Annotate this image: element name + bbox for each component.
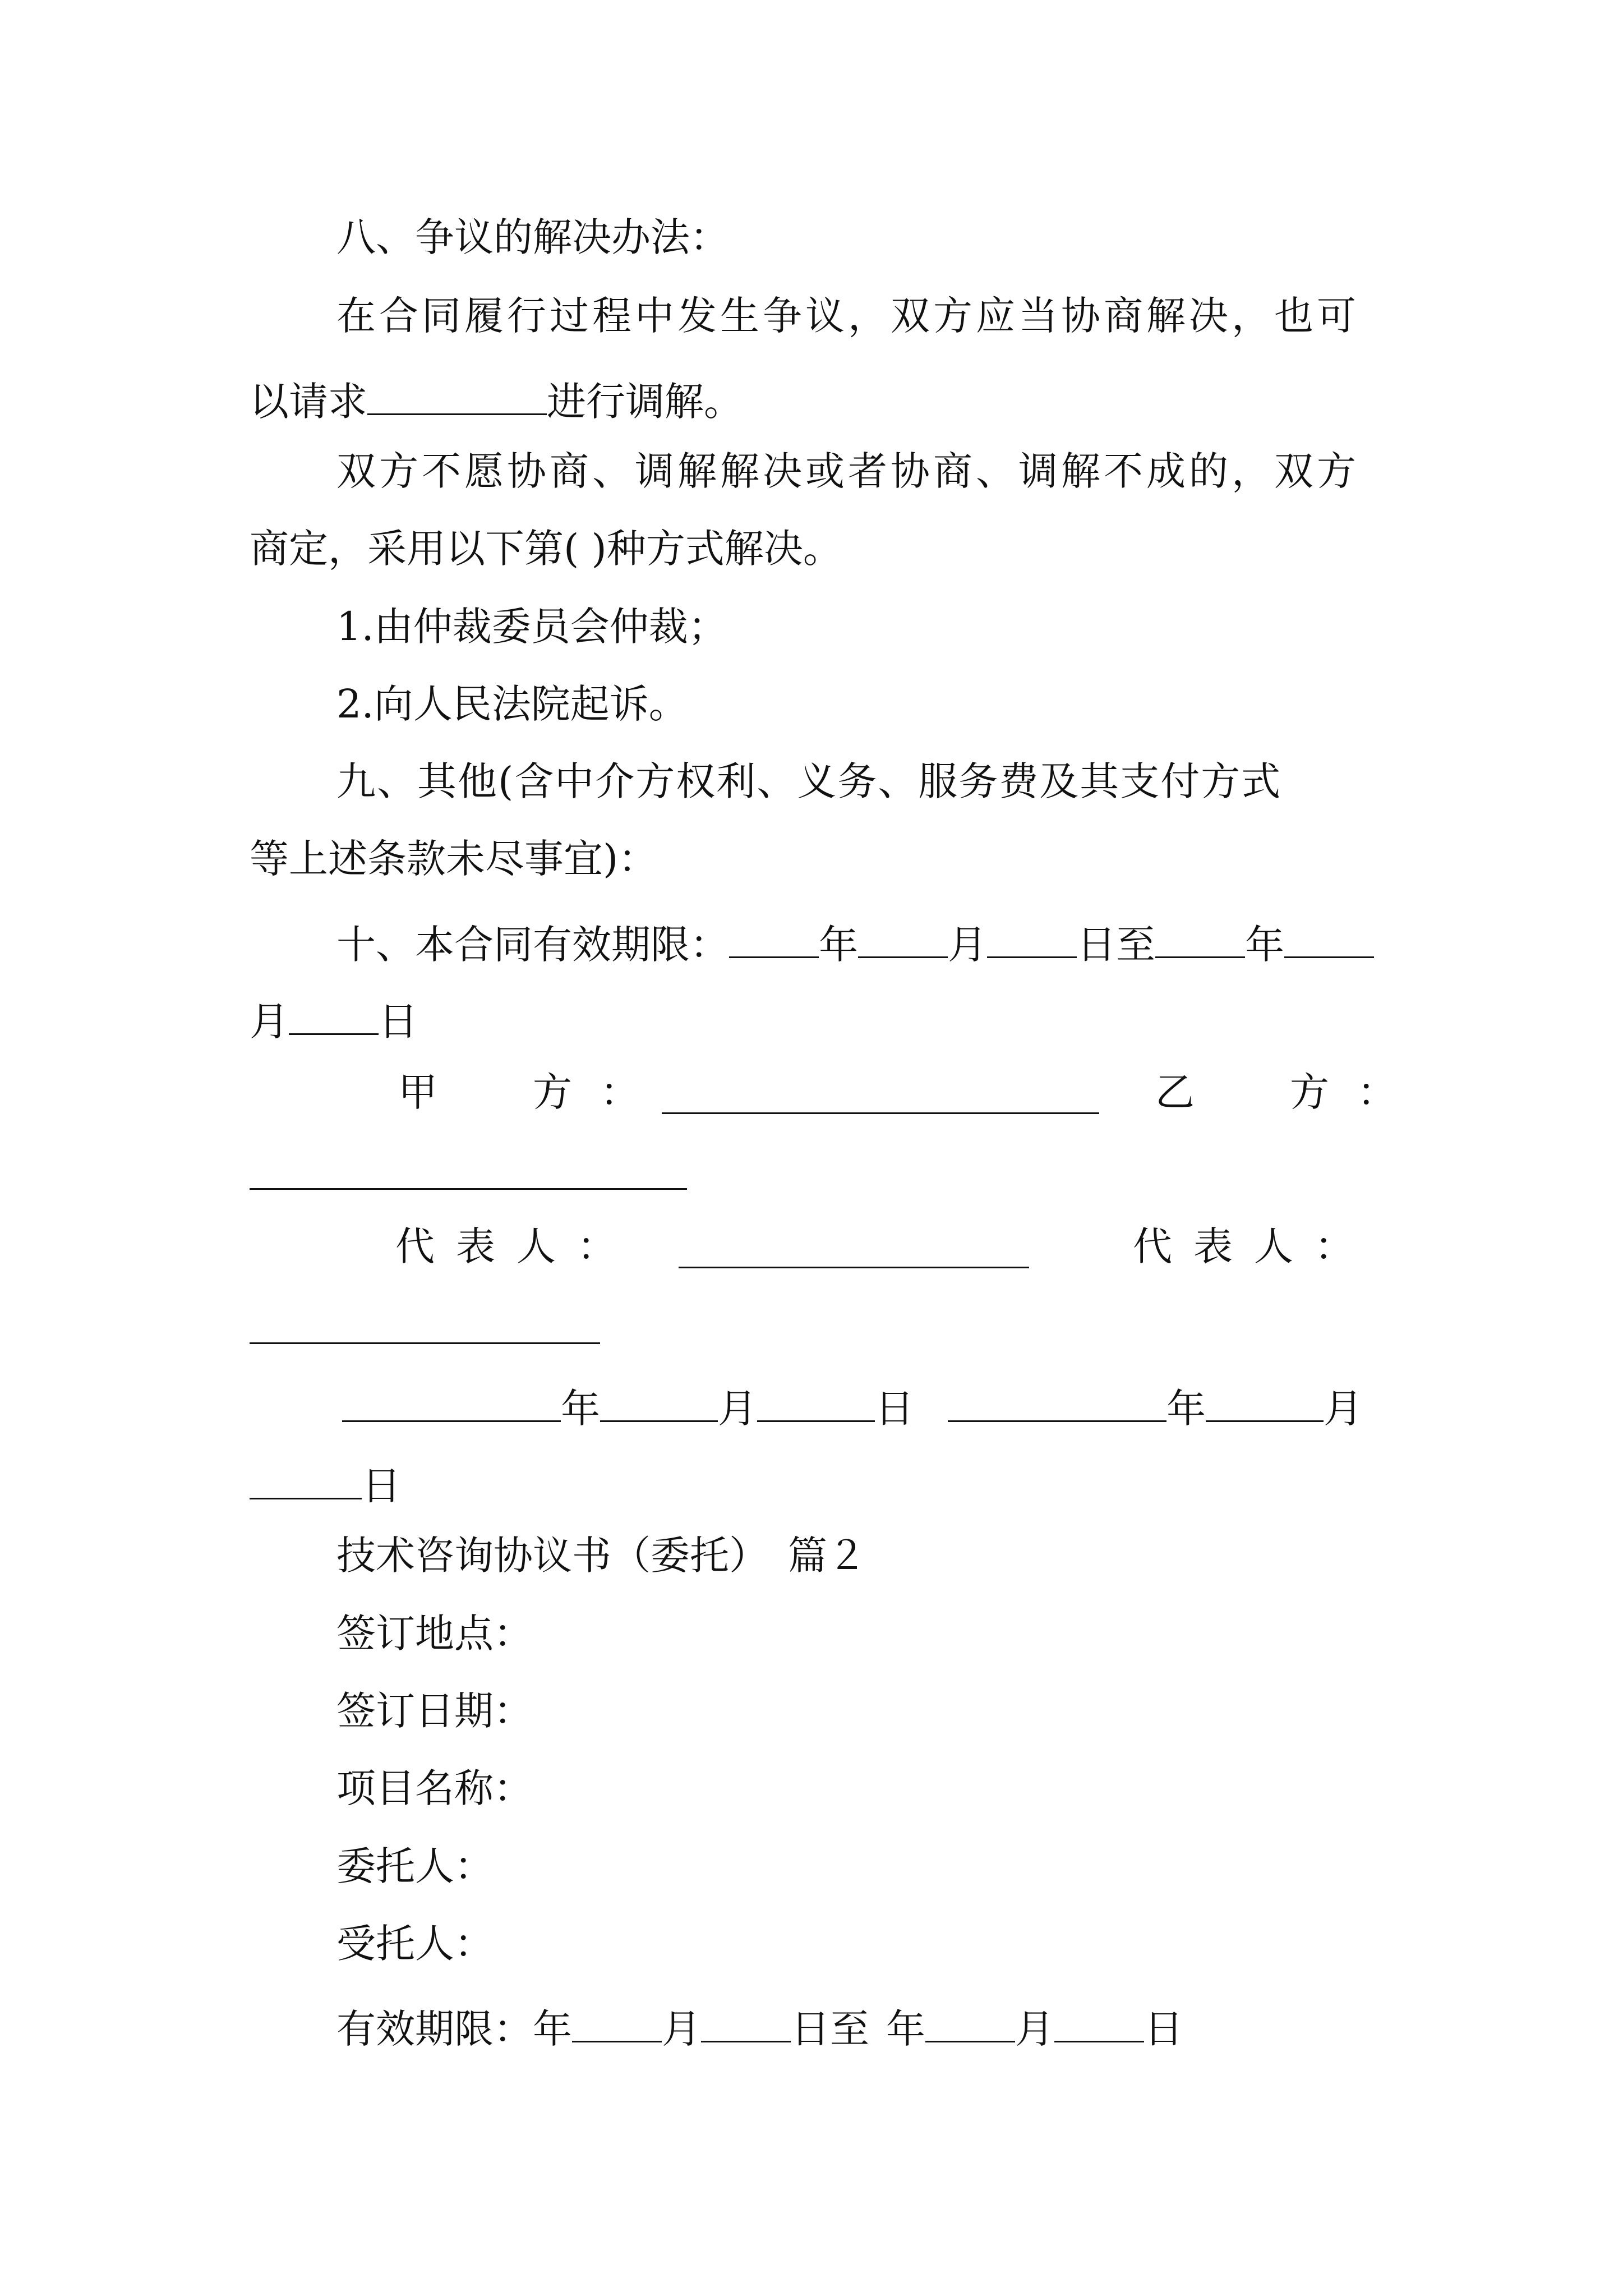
text-fragment: 年 [819, 922, 858, 968]
blank-sign-month-b [1206, 1381, 1324, 1422]
field-project-name: 项目名称： [336, 1765, 533, 1811]
part-2-title: 技术咨询协议书（委托） 篇２ [336, 1533, 866, 1579]
field-sign-date: 签订日期： [336, 1688, 533, 1734]
text-fragment: 日至 [791, 2006, 869, 2052]
blank-end-day [289, 994, 379, 1035]
blank-valid-start-month [572, 2001, 662, 2042]
text-fragment: 年 [561, 1386, 600, 1432]
party-a-blank [662, 1112, 1099, 1114]
party-b-label: 乙 方： [1155, 1069, 1424, 1115]
text-fragment: 以请求 [250, 379, 367, 425]
section-8-option-2: 2.向人民法院起诉。 [336, 681, 688, 727]
blank-end-month-part [1284, 917, 1374, 958]
text-fragment: 月 [1324, 1386, 1363, 1432]
section-8-paragraph-1-line-1: 在合同履行过程中发生争议，双方应当协商解决，也可 [336, 293, 1359, 339]
blank-start-year [729, 917, 819, 958]
blank-mediator [367, 373, 547, 415]
section-8-paragraph-1-line-2 [250, 373, 743, 425]
blank-valid-end-day [1054, 2001, 1144, 2042]
rep-b-blank [250, 1342, 600, 1344]
blank-start-day [987, 917, 1077, 958]
field-client: 委托人： [336, 1843, 494, 1889]
blank-valid-start-day [701, 2001, 791, 2042]
field-trustee: 受托人： [336, 1921, 494, 1967]
text-fragment: 十、本合同有效期限： [336, 922, 729, 968]
section-9-line-1: 九、其他(含中介方权利、义务、服务费及其支付方式 [336, 758, 1282, 804]
rep-b-label: 代表人： [1133, 1223, 1375, 1269]
section-8-heading: 八、争议的解决办法： [336, 214, 729, 260]
sign-date-row-2 [250, 1458, 401, 1509]
text-fragment: 有效期限： [336, 2006, 533, 2052]
section-9-line-2: 等上述条款未尽事宜)： [250, 836, 658, 882]
text-fragment: 日 [1144, 2006, 1183, 2052]
blank-sign-month-a [600, 1381, 718, 1422]
blank-sign-day-a [757, 1381, 875, 1422]
text-fragment: 月 [718, 1386, 757, 1432]
text-fragment: 日 [875, 1386, 914, 1432]
blank-valid-end-month [925, 2001, 1015, 2042]
blank-sign-day-b [250, 1458, 362, 1499]
text-fragment: 年 [886, 2006, 925, 2052]
text-fragment: 月 [1015, 2006, 1054, 2052]
text-fragment: 进行调解。 [547, 379, 743, 425]
text-fragment: 日 [362, 1463, 401, 1509]
text-fragment: 月 [250, 999, 289, 1045]
party-b-blank [250, 1188, 687, 1190]
sign-date-row [342, 1381, 1363, 1432]
section-8-paragraph-2-line-2: 商定，采用以下第( )种方式解决。 [250, 526, 842, 572]
text-fragment: 月 [948, 922, 987, 968]
blank-sign-year-b [948, 1381, 1166, 1422]
text-fragment: 年 [1166, 1386, 1206, 1432]
text-fragment: 月 [662, 2006, 701, 2052]
section-10-line-1 [336, 917, 1374, 968]
field-validity [336, 2001, 1183, 2052]
text-fragment: 日至 [1077, 922, 1155, 968]
text-fragment: 年 [533, 2006, 572, 2052]
rep-a-blank [679, 1267, 1029, 1268]
field-sign-place: 签订地点： [336, 1611, 533, 1657]
blank-end-year [1155, 917, 1245, 958]
section-10-line-2 [250, 994, 418, 1045]
party-a-label: 甲 方： [398, 1069, 667, 1115]
blank-start-month [858, 917, 948, 958]
rep-a-label: 代表人： [395, 1223, 638, 1269]
blank-sign-year-a [342, 1381, 561, 1422]
text-fragment: 日 [379, 999, 418, 1045]
text-fragment: 年 [1245, 922, 1284, 968]
section-8-paragraph-2-line-1: 双方不愿协商、调解解决或者协商、调解不成的，双方 [336, 448, 1359, 494]
section-8-option-1: 1.由仲裁委员会仲裁； [336, 604, 727, 650]
